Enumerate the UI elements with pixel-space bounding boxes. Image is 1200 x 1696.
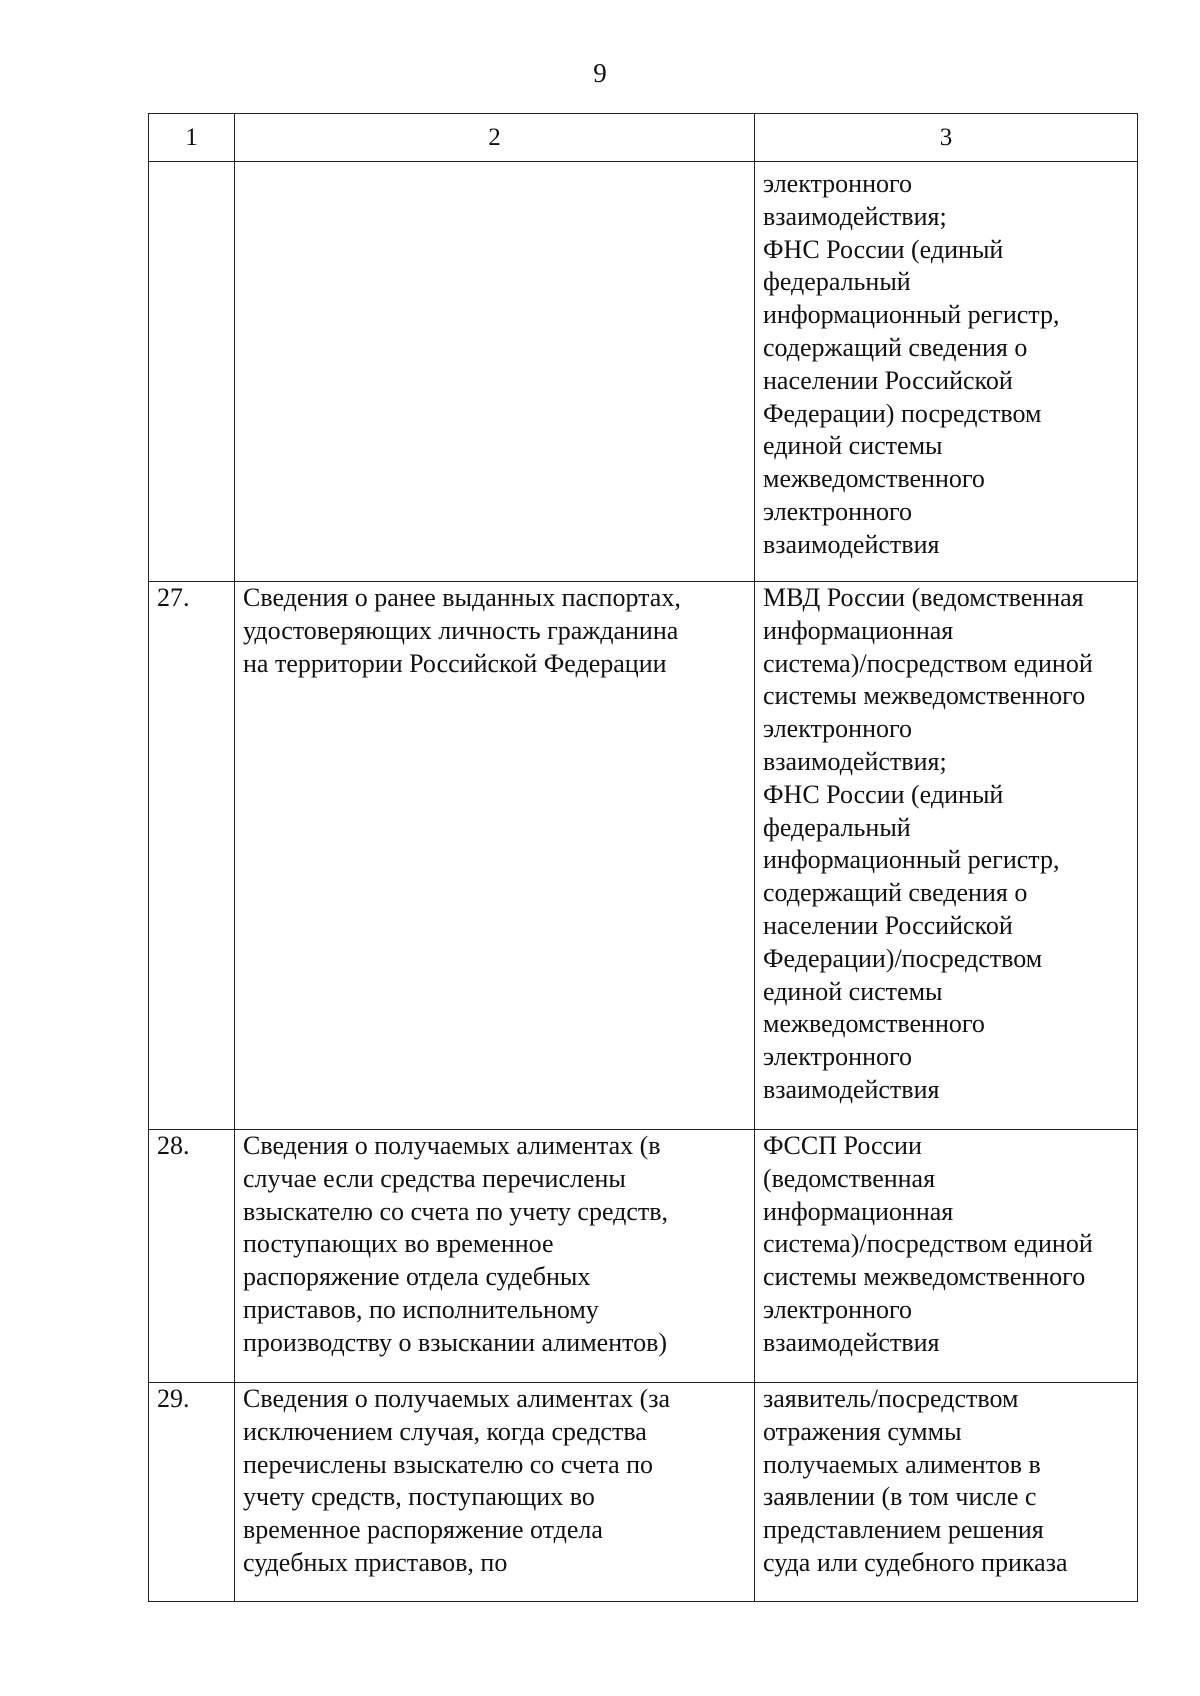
cell-text-line: электронного — [763, 496, 913, 526]
cell-text-line: МВД России (ведомственная — [763, 583, 1084, 612]
page-number: 9 — [593, 58, 607, 88]
source-cell — [755, 1383, 1138, 1602]
cell-text-line: взаимодействия — [763, 1327, 940, 1357]
cell-text-line: Сведения о получаемых алиментах (за — [243, 1384, 671, 1413]
column-header-2: 2 — [235, 114, 755, 162]
cell-text-line: взаимодействия; — [763, 201, 947, 231]
document-table — [148, 113, 1138, 1602]
cell-text-line: взаимодействия — [763, 529, 940, 559]
cell-text-line: случае если средства перечислены — [243, 1163, 626, 1193]
table-row-28 — [149, 1130, 1138, 1383]
cell-text-line: единой системы — [763, 431, 943, 461]
source-cell — [755, 1130, 1138, 1383]
info-cell — [235, 1130, 755, 1383]
cell-text-line: населении Российской — [763, 365, 1013, 395]
cell-text-line: заявитель/посредством — [763, 1384, 1019, 1413]
info-cell — [235, 582, 755, 1130]
table-row-29 — [149, 1383, 1138, 1602]
cell-text-line: (ведомственная — [763, 1163, 936, 1193]
cell-text-line: производству о взыскании алиментов) — [243, 1327, 668, 1357]
cell-text-line: судебных приставов, по — [243, 1547, 508, 1577]
cell-text-line: суда или судебного приказа — [763, 1547, 1068, 1577]
cell-text-line: исключением случая, когда средства — [243, 1416, 647, 1446]
cell-text-line: межведомственного — [763, 1009, 985, 1039]
cell-text-line: учету средств, поступающих во — [243, 1482, 595, 1512]
cell-text-line: поступающих во временное — [243, 1229, 554, 1259]
info-cell — [235, 1383, 755, 1602]
table-row-27 — [149, 582, 1138, 1130]
cell-text-line: системы межведомственного — [763, 681, 1086, 711]
cell-text-line: взаимодействия; — [763, 746, 947, 776]
table-row-continuation — [149, 162, 1138, 582]
cell-text-line: взыскателю со счета по учету средств, — [243, 1196, 669, 1226]
cell-text-line: удостоверяющих личность гражданина — [243, 615, 679, 645]
cell-text-line: Сведения о получаемых алиментах (в — [243, 1131, 661, 1160]
cell-text-line: межведомственного — [763, 464, 985, 494]
cell-text-line: отражения суммы — [763, 1416, 962, 1446]
cell-text-line: федеральный — [763, 812, 911, 842]
cell-text-line: информационный регистр, — [763, 300, 1060, 330]
cell-text-line: единой системы — [763, 976, 943, 1006]
cell-text-line: электронного — [763, 714, 913, 744]
row-number: 27. — [149, 582, 235, 1130]
cell-text-line: получаемых алиментов в — [763, 1449, 1041, 1479]
cell-text-line: ФНС России (единый — [763, 234, 1004, 264]
cell-text-line: взаимодействия — [763, 1074, 940, 1104]
cell-text-line: представлением решения — [763, 1515, 1044, 1545]
source-cell — [755, 162, 1138, 582]
cell-text-line: Федерации) посредством — [763, 398, 1042, 428]
row-number: 29. — [149, 1383, 235, 1602]
cell-text-line: Сведения о ранее выданных паспортах, — [243, 583, 681, 612]
cell-text-line: ФССП России — [763, 1131, 922, 1160]
source-cell — [755, 582, 1138, 1130]
cell-text-line: электронного — [763, 1042, 913, 1072]
column-header-1: 1 — [149, 114, 235, 162]
cell-text-line: заявлении (в том числе с — [763, 1482, 1037, 1512]
cell-text-line: приставов, по исполнительному — [243, 1294, 599, 1324]
cell-text-line: содержащий сведения о — [763, 332, 1028, 362]
cell-text-line: электронного — [763, 1294, 913, 1324]
cell-text-line: информационная — [763, 1196, 954, 1226]
cell-text-line: федеральный — [763, 267, 911, 297]
cell-text-line: населении Российской — [763, 910, 1013, 940]
cell-text-line: распоряжение отдела судебных — [243, 1262, 591, 1292]
cell-text-line: системы межведомственного — [763, 1262, 1086, 1292]
cell-text-line: информационная — [763, 615, 954, 645]
table-header-row — [149, 114, 1138, 162]
column-header-3: 3 — [755, 114, 1138, 162]
cell-text-line: электронного — [763, 169, 913, 198]
cell-text-line: информационный регистр, — [763, 845, 1060, 875]
cell-text-line: система)/посредством единой — [763, 648, 1093, 678]
cell-text-line: содержащий сведения о — [763, 878, 1028, 908]
cell-text-line: на территории Российской Федерации — [243, 648, 667, 678]
cell-text-line: Федерации)/посредством — [763, 943, 1043, 973]
row-number — [149, 162, 235, 582]
cell-text-line: система)/посредством единой — [763, 1229, 1093, 1259]
cell-text-line: ФНС России (единый — [763, 779, 1004, 809]
info-cell — [235, 162, 755, 582]
cell-text-line: временное распоряжение отдела — [243, 1515, 603, 1545]
row-number: 28. — [149, 1130, 235, 1383]
cell-text-line: перечислены взыскателю со счета по — [243, 1449, 654, 1479]
